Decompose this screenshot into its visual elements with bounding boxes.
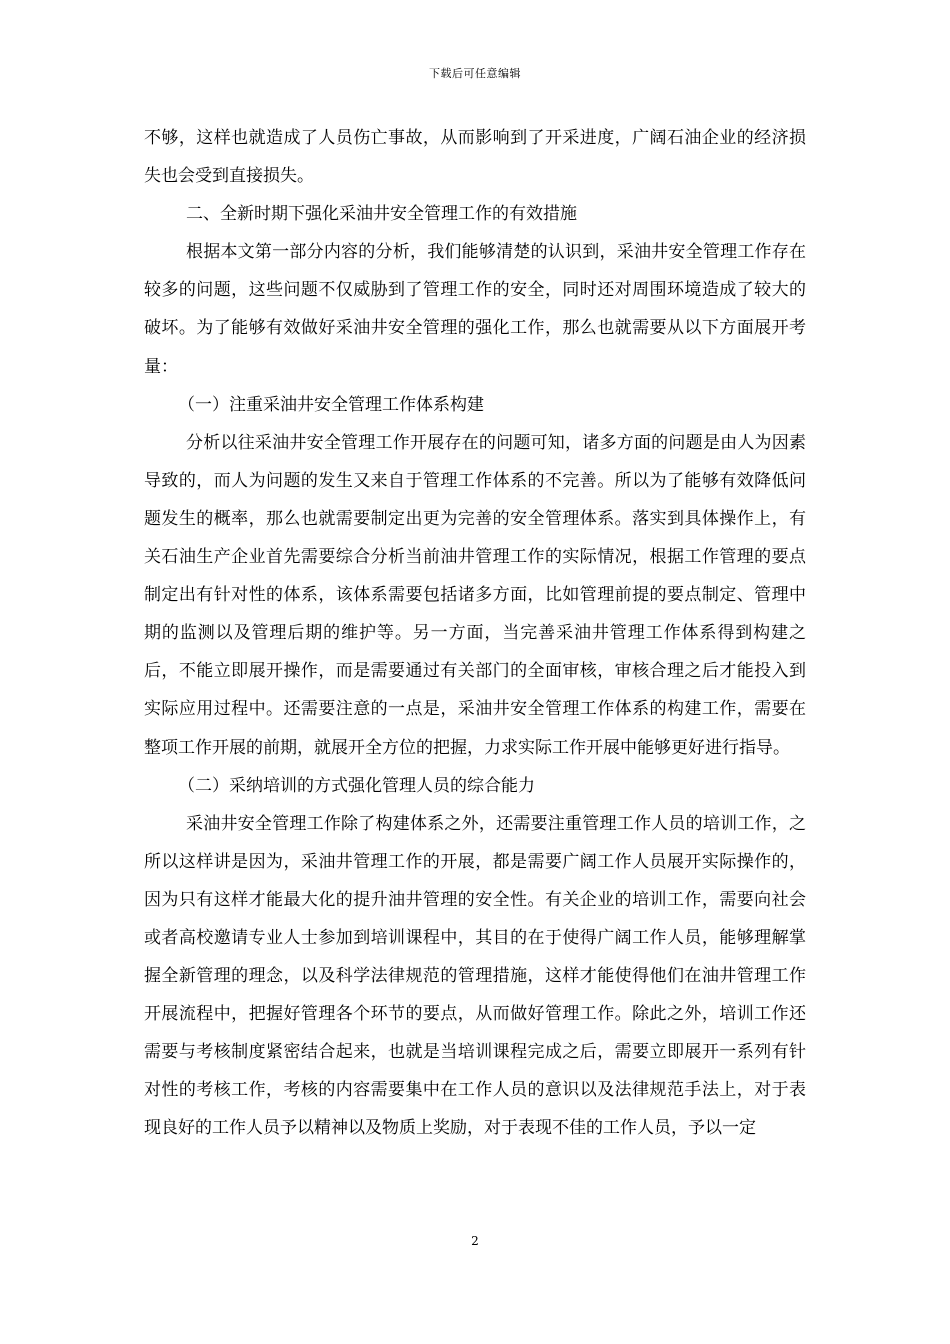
- page-number: 2: [471, 1234, 479, 1248]
- paragraph-continuation: 不够，这样也就造成了人员伤亡事故，从而影响到了开采进度，广阔石油企业的经济损失也会受到直接损失。: [144, 128, 806, 187]
- body-paragraph: 根据本文第一部分内容的分析，我们能够清楚的认识到，采油井安全管理工作存在较多的问题，这些问题不仅威胁到了管理工作的安全，同时还对周围环境造成了较大的破坏。为了能够有效做好采油井安全管理的强化工作，那么也就需要从以下方面展开考量：: [144, 242, 806, 377]
- subsection-heading: （一）注重采油井安全管理工作体系构建: [178, 394, 484, 415]
- body-paragraph: 采油井安全管理工作除了构建体系之外，还需要注重管理工作人员的培训工作，之所以这样讲是因为，采油井管理工作的开展，都是需要广阔工作人员展开实际操作的，因为只有这样才能最大化的提升油井管理的安全性。有关企业的培训工作，需要向社会或者高校邀请专业人士参加到培训课程中，其目的在于使得广阔工作人员，能够理解掌握全新管理的理念，以及科学法律规范的管理措施，这样才能使得他们在油井管理工作开展流程中，把握好管理各个环节的要点，从而做好管理工作。除此之外，培训工作还需要与考核制度紧密结合起来，也就是当培训课程完成之后，需要立即展开一系列有针对性的考核工作，考核的内容需要集中在工作人员的意识以及法律规范手法上，对于表现良好的工作人员予以精神以及物质上奖励，对于表现不佳的工作人员，予以一定: [144, 813, 806, 1139]
- page-header: 下载后可任意编辑: [429, 67, 521, 80]
- section-heading: 二、全新时期下强化采油井安全管理工作的有效措施: [186, 204, 577, 225]
- body-paragraph: 分析以往采油井安全管理工作开展存在的问题可知，诸多方面的问题是由人为因素导致的，而人为问题的发生又来自于管理工作体系的不完善。所以为了能够有效降低问题发生的概率，那么也就需要制定出更为完善的安全管理体系。落实到具体操作上，有关石油生产企业首先需要综合分析当前油井管理工作的实际情况，根据工作管理的要点制定出有针对性的体系，该体系需要包括诸多方面，比如管理前提的要点制定、管理中期的监测以及管理后期的维护等。另一方面，当完善采油井管理工作体系得到构建之后，不能立即展开操作，而是需要通过有关部门的全面审核，审核合理之后才能投入到实际应用过程中。还需要注意的一点是，采油井安全管理工作体系的构建工作，需要在整项工作开展的前期，就展开全方位的把握，力求实际工作开展中能够更好进行指导。: [144, 432, 806, 758]
- subsection-heading: （二）采纳培训的方式强化管理人员的综合能力: [178, 775, 535, 796]
- document-body: [144, 119, 806, 1148]
